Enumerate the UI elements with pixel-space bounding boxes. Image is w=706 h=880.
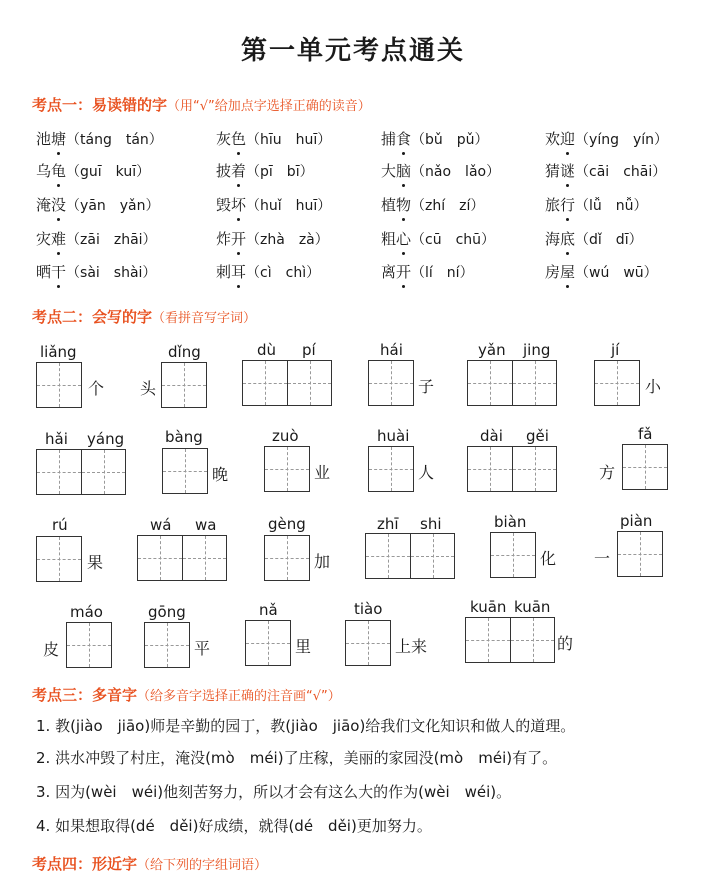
section-1-heading [32, 94, 371, 115]
pinyin-options[interactable]: （zhí zí） [411, 198, 485, 214]
writing-grid[interactable] [66, 622, 112, 668]
given-char: 一 [594, 549, 611, 568]
sentence-4: 4. 如果想取得(dé děi)好成绩，就得(dé děi)更加努力。 [36, 817, 432, 835]
pinyin: gèng [268, 515, 306, 533]
pinyin-options[interactable]: （lǚ nǚ） [575, 198, 648, 214]
word-char: 淹 [36, 196, 52, 214]
writing-grid[interactable] [490, 532, 536, 578]
pinyin: wá [150, 516, 172, 534]
given-char: 个 [88, 379, 105, 398]
writing-grid[interactable] [264, 535, 310, 581]
pinyin-options[interactable]: （táng tán） [66, 132, 163, 148]
pinyin: jing [523, 341, 551, 359]
pinyin: dǐng [168, 343, 201, 361]
given-char: 里 [295, 637, 312, 656]
writing-grid[interactable] [36, 449, 126, 495]
writing-grid[interactable] [245, 620, 291, 666]
section-1-label: 考点一：易读错的字 [32, 96, 168, 114]
given-char: 果 [87, 553, 104, 572]
pinyin: zuò [272, 427, 299, 445]
pronunciation-item [216, 128, 331, 149]
writing-grid[interactable] [36, 362, 82, 408]
word-char: 灾 [36, 230, 52, 248]
section-3-label: 考点三：多音字 [32, 686, 138, 704]
writing-grid[interactable] [242, 360, 332, 406]
pronunciation-item [36, 194, 160, 215]
pronunciation-item [36, 228, 157, 249]
given-char: 子 [418, 377, 435, 396]
dotted-char: 开 [231, 230, 247, 248]
word-char: 披 [216, 162, 232, 180]
dotted-char: 色 [231, 130, 247, 148]
word-char: 晒 [36, 263, 52, 281]
pinyin: yǎn [478, 341, 506, 359]
word-char: 欢 [545, 130, 561, 148]
dotted-char: 行 [560, 196, 576, 214]
pinyin-options[interactable]: （hīu huī） [246, 132, 332, 148]
pronunciation-item [381, 160, 500, 181]
pronunciation-item [545, 228, 643, 249]
pinyin-options[interactable]: （huǐ huī） [246, 198, 332, 214]
pinyin: zhī [377, 515, 399, 533]
pinyin-options[interactable]: （guī kuī） [66, 164, 151, 180]
word-char: 房 [545, 263, 561, 281]
pinyin-options[interactable]: （zāi zhāi） [66, 232, 157, 248]
pinyin: fǎ [638, 425, 653, 443]
pronunciation-item [545, 160, 666, 181]
pronunciation-item [216, 194, 331, 215]
pronunciation-item [36, 128, 163, 149]
pinyin: jí [611, 341, 620, 359]
pronunciation-item [216, 261, 320, 282]
word-char: 海 [545, 230, 561, 248]
writing-grid[interactable] [345, 620, 391, 666]
writing-grid[interactable] [617, 531, 663, 577]
pinyin: nǎ [259, 601, 278, 619]
word-char: 灰 [216, 130, 232, 148]
pinyin: pí [302, 341, 316, 359]
dotted-char: 着 [231, 162, 247, 180]
word-char: 旅 [545, 196, 561, 214]
pinyin: biàn [494, 513, 527, 531]
pinyin: gōng [148, 603, 186, 621]
writing-grid[interactable] [465, 617, 555, 663]
word-char: 刺 [216, 263, 232, 281]
dotted-char: 坏 [231, 196, 247, 214]
pinyin: rú [52, 516, 68, 534]
section-2-note: （看拼音写字词） [152, 311, 257, 326]
given-char: 平 [194, 639, 211, 658]
writing-grid[interactable] [365, 533, 455, 579]
writing-grid[interactable] [368, 360, 414, 406]
pinyin: hǎi [45, 430, 68, 448]
pinyin: máo [70, 603, 103, 621]
pronunciation-item [381, 261, 474, 282]
pronunciation-item [545, 194, 648, 215]
dotted-char: 开 [396, 263, 412, 281]
pinyin: yáng [87, 430, 125, 448]
dotted-char: 干 [51, 263, 67, 281]
word-char: 池 [36, 130, 52, 148]
writing-grid[interactable] [368, 446, 414, 492]
pinyin: liǎng [40, 343, 77, 361]
dotted-char: 迎 [560, 130, 576, 148]
word-char: 粗 [381, 230, 397, 248]
pronunciation-item [545, 128, 668, 149]
given-char: 头 [140, 379, 157, 398]
dotted-char: 没 [51, 196, 67, 214]
pinyin-options[interactable]: （zhà zà） [246, 232, 329, 248]
section-2-label: 考点二：会写的字 [32, 308, 153, 326]
pinyin: dù [257, 341, 277, 359]
word-char: 乌 [36, 162, 52, 180]
writing-grid[interactable] [467, 360, 557, 406]
section-4-label: 考点四：形近字 [32, 855, 138, 873]
given-char: 上来 [395, 637, 428, 656]
section-4-note: （给下列的字组词语） [137, 858, 268, 873]
pinyin: tiào [354, 600, 383, 618]
dotted-char: 脑 [396, 162, 412, 180]
word-char: 毁 [216, 196, 232, 214]
given-char: 加 [314, 552, 331, 571]
given-char: 业 [314, 463, 331, 482]
pronunciation-item [381, 228, 495, 249]
pinyin: piàn [620, 512, 653, 530]
writing-grid[interactable] [264, 446, 310, 492]
pinyin-options[interactable]: （cì chì） [246, 265, 321, 281]
pronunciation-item [381, 128, 489, 149]
pinyin-options[interactable]: （yān yǎn） [66, 198, 160, 214]
given-char: 方 [599, 463, 616, 482]
pinyin: wa [195, 516, 217, 534]
pinyin-options[interactable]: （sài shài） [66, 265, 157, 281]
sentence-1: 1. 教(jiào jiāo)师是辛勤的园丁，教(jiào jiāo)给我们文化知识和做人的道理。 [36, 717, 576, 735]
section-1-note: （用“√”给加点字选择正确的读音） [167, 99, 371, 114]
sentence-3: 3. 因为(wèi wéi)他刻苦努力，所以才会有这么大的作为(wèi wéi)。 [36, 783, 512, 801]
pronunciation-item [216, 228, 329, 249]
given-char: 晚 [212, 465, 229, 484]
dotted-char: 龟 [51, 162, 67, 180]
pinyin-options[interactable]: （pī bī） [246, 164, 314, 180]
pinyin-options[interactable]: （nǎo lǎo） [411, 164, 501, 180]
pinyin: shi [420, 515, 442, 533]
dotted-char: 谜 [560, 162, 576, 180]
word-char: 猜 [545, 162, 561, 180]
pronunciation-item [36, 160, 150, 181]
pinyin-options[interactable]: （dǐ dī） [575, 232, 643, 248]
writing-grid[interactable] [467, 446, 557, 492]
pinyin-options[interactable]: （bǔ pǔ） [411, 132, 489, 148]
dotted-char: 耳 [231, 263, 247, 281]
pinyin-options[interactable]: （cāi chāi） [575, 164, 667, 180]
pinyin: gěi [526, 427, 549, 445]
pinyin-options[interactable]: （cū chū） [411, 232, 496, 248]
pinyin-options[interactable]: （yíng yín） [575, 132, 669, 148]
pinyin-options[interactable]: （wú wū） [575, 265, 658, 281]
dotted-char: 底 [560, 230, 576, 248]
dotted-char: 心 [396, 230, 412, 248]
section-3-heading [32, 684, 341, 705]
pronunciation-item [381, 194, 484, 215]
writing-grid[interactable] [137, 535, 227, 581]
pinyin: kuān [514, 598, 551, 616]
dotted-char: 物 [396, 196, 412, 214]
given-char: 小 [645, 377, 662, 396]
given-char: 人 [418, 463, 435, 482]
writing-grid[interactable] [162, 448, 208, 494]
dotted-char: 屋 [560, 263, 576, 281]
word-char: 离 [381, 263, 397, 281]
section-3-note: （给多音字选择正确的注音画“√”） [137, 689, 341, 704]
sentence-2: 2. 洪水冲毁了村庄，淹没(mò méi)了庄稼，美丽的家园没(mò méi)有了。 [36, 749, 558, 767]
given-char: 的 [557, 634, 574, 653]
pronunciation-item [216, 160, 314, 181]
section-2-heading [32, 306, 256, 327]
word-char: 大 [381, 162, 397, 180]
given-char: 皮 [43, 640, 60, 659]
pinyin: dài [480, 427, 503, 445]
pinyin: bàng [165, 428, 203, 446]
pinyin: hái [380, 341, 403, 359]
pronunciation-item [36, 261, 156, 282]
page-title: 第一单元考点通关 [240, 36, 465, 66]
word-char: 植 [381, 196, 397, 214]
writing-grid[interactable] [144, 622, 190, 668]
pinyin-options[interactable]: （lí ní） [411, 265, 474, 281]
section-4-heading [32, 853, 267, 874]
writing-grid[interactable] [622, 444, 668, 490]
pronunciation-item [545, 261, 658, 282]
writing-grid[interactable] [594, 360, 640, 406]
dotted-char: 塘 [51, 130, 67, 148]
word-char: 炸 [216, 230, 232, 248]
dotted-char: 难 [51, 230, 67, 248]
pinyin: huài [377, 427, 410, 445]
dotted-char: 食 [396, 130, 412, 148]
writing-grid[interactable] [36, 536, 82, 582]
given-char: 化 [540, 549, 557, 568]
word-char: 捕 [381, 130, 397, 148]
pinyin: kuān [470, 598, 507, 616]
writing-grid[interactable] [161, 362, 207, 408]
